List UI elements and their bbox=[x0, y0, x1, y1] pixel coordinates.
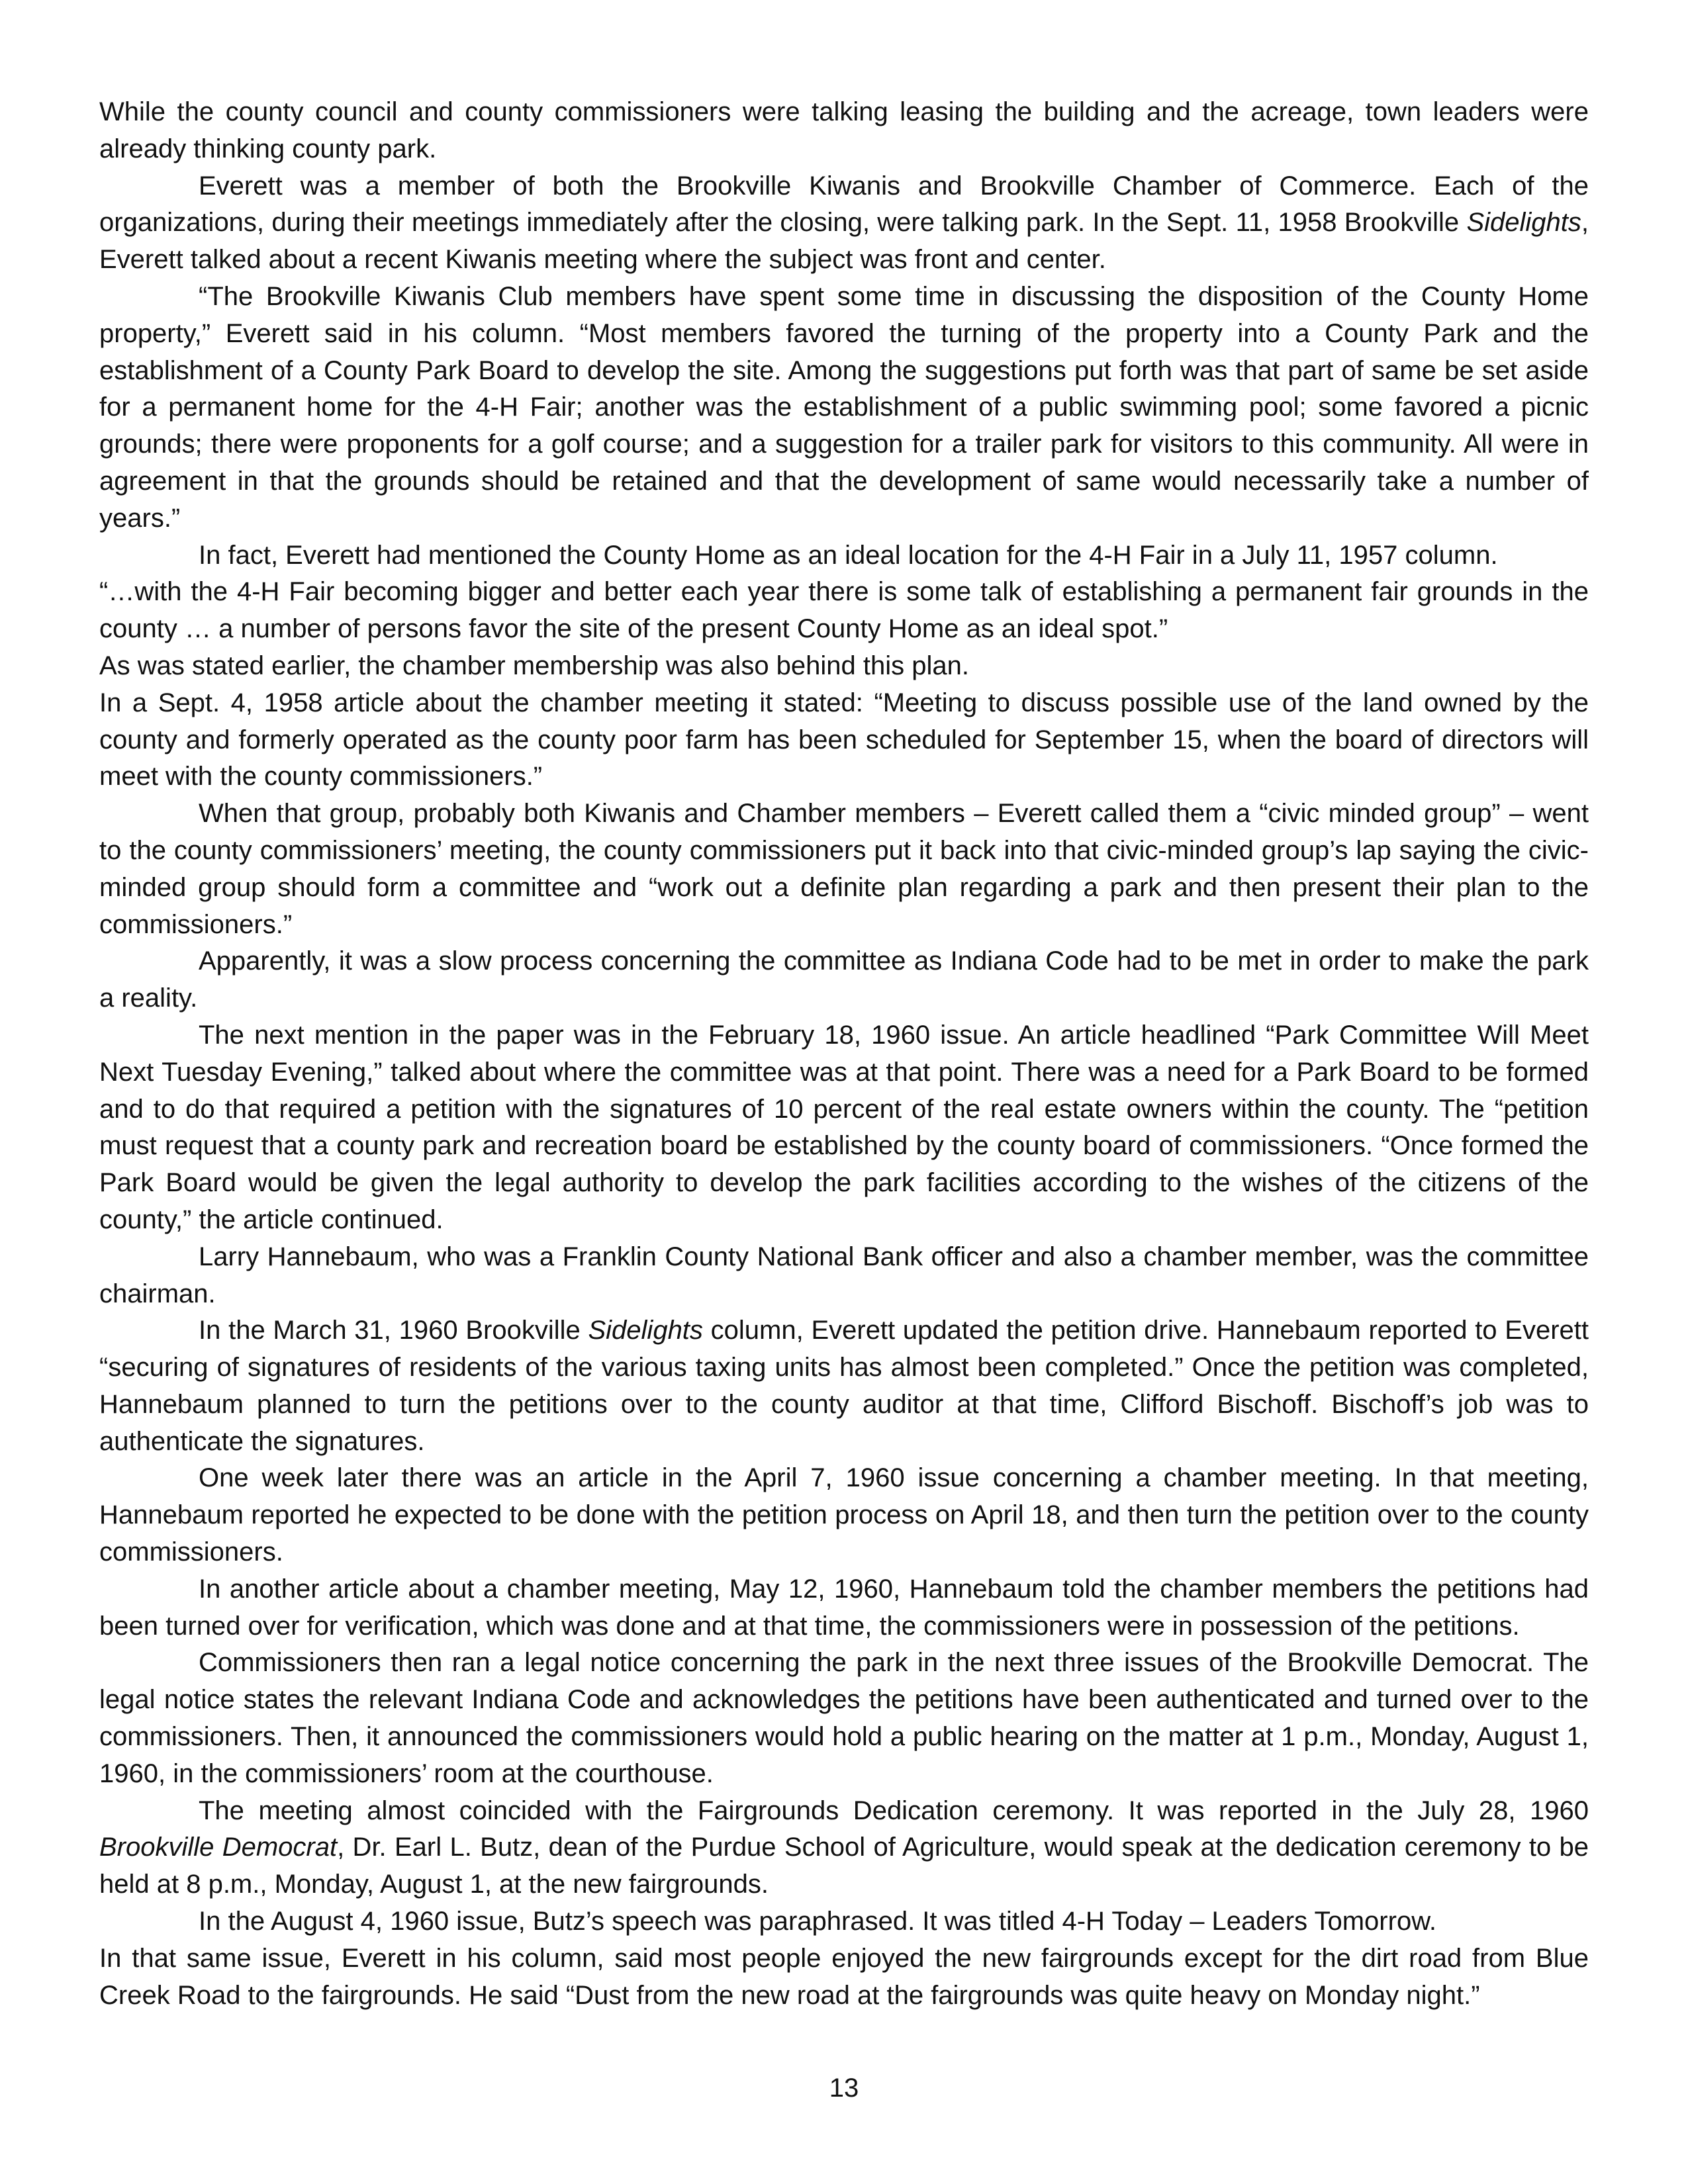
paragraph bbox=[99, 648, 1589, 685]
paragraph bbox=[99, 279, 1589, 537]
paragraph bbox=[99, 94, 1589, 168]
paragraph bbox=[99, 1571, 1589, 1645]
paragraph bbox=[99, 1645, 1589, 1792]
publication-title: Sidelights bbox=[1466, 208, 1581, 238]
paragraph-text: Larry Hannebaum, who was a Franklin County National Bank officer and also a chamber member, was the committee chairman. bbox=[99, 1242, 1589, 1308]
paragraph-text: column, Everett updated the petition drive. Hannebaum reported to Everett “securing of signatures of residents of the various taxing units has almost been completed.” Once the petition was completed, Hannebaum planned to turn the petitions over to the county auditor at that time, Clifford Bischoff. Bischoff’s job was to authenticate the signatures. bbox=[99, 1316, 1589, 1456]
paragraph-text: “The Brookville Kiwanis Club members have spent some time in discussing the disposition of the County Home property,” Everett said in his column. “Most members favored the turning of the property into a County Park and the establishment of a County Park Board to develop the site. Among the suggestions put forth was that part of same be set aside for a permanent home for the 4-H Fair; another was the establishment of a public swimming pool; some favored a picnic grounds; there were proponents for a golf course; and a suggestion for a trailer park for visitors to this community. All were in agreement in that the grounds should be retained and that the development of same would necessarily take a number of years.” bbox=[99, 281, 1589, 533]
paragraph bbox=[99, 537, 1589, 574]
paragraph-text: Everett was a member of both the Brookville Kiwanis and Brookville Chamber of Commerce. Each of the organizations, during their meetings immediately after the closing, were talking park. In the Sept. 11, 1958 Brookville bbox=[99, 171, 1589, 238]
document-body bbox=[99, 94, 1589, 2014]
paragraph-text: In the March 31, 1960 Brookville bbox=[199, 1316, 588, 1345]
paragraph-text: In a Sept. 4, 1958 article about the chamber meeting it stated: “Meeting to discuss possible use of the land owned by the county and formerly operated as the county poor farm has been scheduled for September 15, when the board of directors will meet with the county commissioners.” bbox=[99, 688, 1589, 792]
paragraph-text: The meeting almost coincided with the Fairgrounds Dedication ceremony. It was reported in the July 28, 1960 bbox=[199, 1796, 1589, 1825]
paragraph-text: Commissioners then ran a legal notice concerning the park in the next three issues of the Brookville Democrat. The legal notice states the relevant Indiana Code and acknowledges the petitions have been authenticated and turned over to the commissioners. Then, it announced the commissioners would hold a public hearing on the matter at 1 p.m., Monday, August 1, 1960, in the commissioners’ room at the courthouse. bbox=[99, 1648, 1589, 1788]
paragraph-text: “…with the 4-H Fair becoming bigger and better each year there is some talk of establishing a permanent fair grounds in the county … a number of persons favor the site of the present County Home as an ideal spot.” bbox=[99, 577, 1589, 644]
paragraph-text: One week later there was an article in the April 7, 1960 issue concerning a chamber meeting. In that meeting, Hannebaum reported he expected to be done with the petition process on April 18, and then turn the petition over to the county commissioners. bbox=[99, 1463, 1589, 1567]
publication-title: Brookville Democrat bbox=[99, 1833, 338, 1862]
paragraph-text: In fact, Everett had mentioned the County Home as an ideal location for the 4-H Fair in a July 11, 1957 column. bbox=[199, 540, 1498, 570]
paragraph bbox=[99, 1460, 1589, 1570]
paragraph-text: , Dr. Earl L. Butz, dean of the Purdue School of Agriculture, would speak at the dedication ceremony to be held at 8 p.m., Monday, August 1, at the new fairgrounds. bbox=[99, 1833, 1589, 1899]
paragraph-text: As was stated earlier, the chamber membership was also behind this plan. bbox=[99, 651, 970, 680]
paragraph-text: The next mention in the paper was in the February 18, 1960 issue. An article headlined “Park Committee Will Meet Next Tuesday Evening,” talked about where the committee was at that point. There was a need for a Park Board to be formed and to do that required a petition with the signatures of 10 percent of the real estate owners within the county. The “petition must request that a county park and recreation board be established by the county board of commissioners. “Once formed the Park Board would be given the legal authority to develop the park facilities according to the wishes of the citizens of the county,” the article continued. bbox=[99, 1020, 1589, 1234]
paragraph-text: Apparently, it was a slow process concerning the committee as Indiana Code had to be met in order to make the park a reality. bbox=[99, 946, 1589, 1013]
paragraph bbox=[99, 685, 1589, 796]
paragraph-text: In the August 4, 1960 issue, Butz’s speech was paraphrased. It was titled 4-H Today – Leaders Tomorrow. bbox=[199, 1907, 1436, 1936]
paragraph bbox=[99, 1239, 1589, 1313]
paragraph-text: While the county council and county commissioners were talking leasing the building and the acreage, town leaders were already thinking county park. bbox=[99, 97, 1589, 163]
paragraph bbox=[99, 943, 1589, 1017]
paragraph bbox=[99, 168, 1589, 279]
page-number: 13 bbox=[829, 2073, 859, 2103]
paragraph bbox=[99, 1312, 1589, 1460]
paragraph bbox=[99, 1017, 1589, 1239]
paragraph-text: In that same issue, Everett in his column, said most people enjoyed the new fairgrounds except for the dirt road from Blue Creek Road to the fairgrounds. He said “Dust from the new road at the fairgrounds was quite heavy on Monday night.” bbox=[99, 1943, 1589, 2010]
paragraph bbox=[99, 1903, 1589, 1940]
paragraph-text: When that group, probably both Kiwanis and Chamber members – Everett called them a “civic minded group” – went to the county commissioners’ meeting, the county commissioners put it back into that civic-minded group’s lap saying the civic-minded group should form a committee and “work out a definite plan regarding a park and then present their plan to the commissioners.” bbox=[99, 799, 1589, 939]
paragraph-text: , Everett talked about a recent Kiwanis meeting where the subject was front and center. bbox=[99, 208, 1589, 275]
paragraph bbox=[99, 1793, 1589, 1903]
paragraph-text: In another article about a chamber meeting, May 12, 1960, Hannebaum told the chamber members the petitions had been turned over for verification, which was done and at that time, the commissioners were in possession of the petitions. bbox=[99, 1574, 1589, 1641]
publication-title: Sidelights bbox=[588, 1316, 703, 1345]
paragraph bbox=[99, 796, 1589, 943]
paragraph bbox=[99, 574, 1589, 648]
paragraph bbox=[99, 1940, 1589, 2015]
